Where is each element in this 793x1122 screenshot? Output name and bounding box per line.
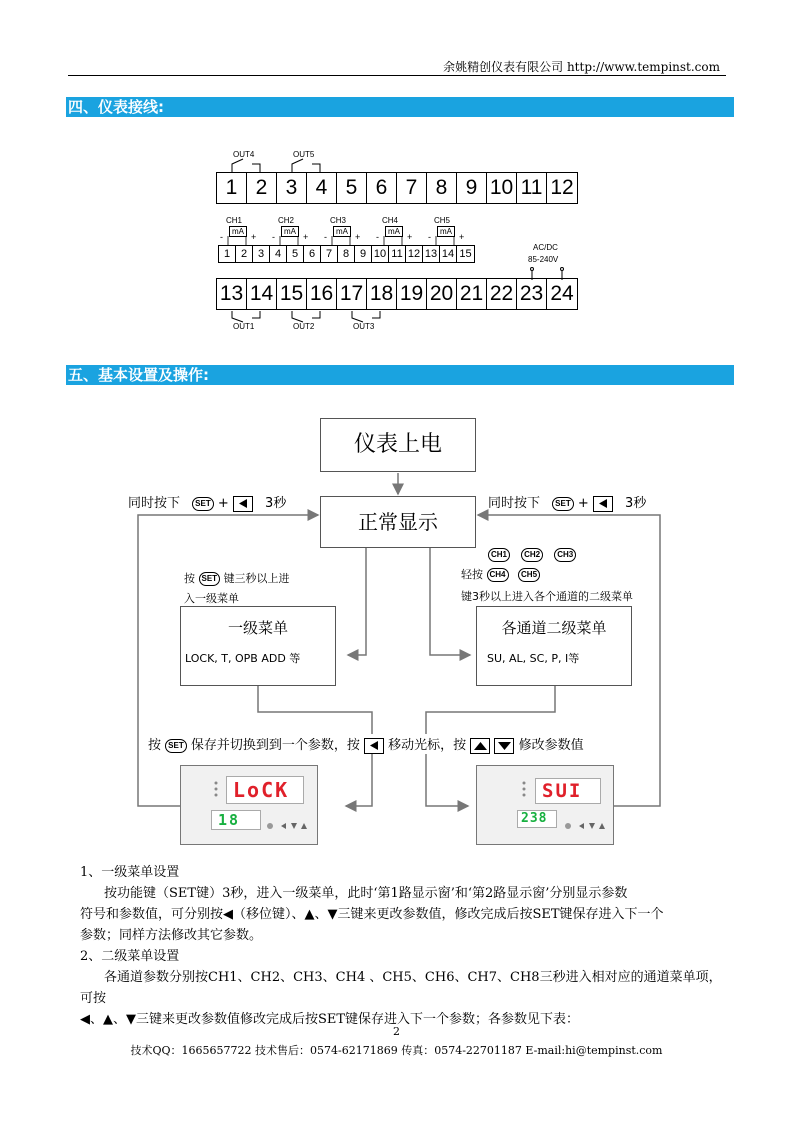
ma-box: mA xyxy=(385,226,403,237)
svg-text:+: + xyxy=(407,232,413,242)
terminal: 13 xyxy=(423,246,440,262)
device-bottom-display xyxy=(517,810,557,828)
display-bottom-value: 18 xyxy=(218,811,241,829)
display-bottom-value: 238 xyxy=(521,811,548,826)
operation-instruction xyxy=(146,734,586,754)
hint-text: 轻按 xyxy=(461,568,483,581)
three-seconds-text: 3秒 xyxy=(625,496,647,511)
press-together-text: 同时按下 xyxy=(488,496,541,511)
terminal: 10 xyxy=(372,246,389,262)
left-press-instruction xyxy=(128,492,286,512)
plus-sign: + xyxy=(577,496,589,511)
hint-text: 键三秒以上进 xyxy=(223,572,290,585)
section-title-wiring: 四、仪表接线: xyxy=(66,97,734,117)
ma-box: mA xyxy=(281,226,299,237)
terminal: 17 xyxy=(337,279,367,309)
op-text: 移动光标，按 xyxy=(388,738,467,753)
svg-text:+: + xyxy=(251,232,257,242)
terminal: 12 xyxy=(550,176,574,199)
power-label-acdc: AC/DC xyxy=(533,243,558,252)
terminal: 10 xyxy=(487,173,517,203)
terminal: 23 xyxy=(517,279,547,309)
set-key-icon: SET xyxy=(552,497,574,511)
terminal: 18 xyxy=(367,279,397,309)
terminal: 5 xyxy=(337,173,367,203)
device-top-display xyxy=(226,776,304,804)
ch5-label: CH5 xyxy=(434,216,451,225)
op-text: 按 xyxy=(148,738,162,753)
set-key-icon: SET xyxy=(165,739,187,753)
s1-paragraph-line2: 符号和参数值，可分别按◀（移位键）、▲、▼三键来更改参数值，修改完成后按SET键保存进入下一个 xyxy=(80,907,664,922)
menu2-hint: 键3秒以上进入各个通道的二级菜单 xyxy=(461,590,633,603)
menu1-hint-line1 xyxy=(184,570,290,586)
ch2-label: CH2 xyxy=(278,216,295,225)
device-bottom-display xyxy=(211,810,261,830)
set-key-icon: SET xyxy=(192,497,214,511)
terminal: 15 xyxy=(459,248,472,260)
terminal: 1 xyxy=(219,246,236,262)
menu2-box xyxy=(476,606,632,686)
device-keypad xyxy=(563,816,607,835)
terminal: 8 xyxy=(338,246,355,262)
terminal: 16 xyxy=(307,279,337,309)
out5-label: OUT5 xyxy=(293,150,315,159)
terminal: 15 xyxy=(277,279,307,309)
footer-contact: 技术QQ：1665657722 技术售后：0574-62171869 传真：0574-22701187 E-mail:hi@tempinst.com xyxy=(130,1044,663,1057)
right-press-instruction xyxy=(488,492,646,512)
menu1-hint-line2: 入一级菜单 xyxy=(184,592,239,605)
channel-keys-row1 xyxy=(488,544,576,563)
ch4-key-icon: CH4 xyxy=(487,568,509,582)
terminal: 14 xyxy=(440,246,457,262)
device-top-display xyxy=(535,778,601,804)
out4-label: OUT4 xyxy=(233,150,255,159)
op-text: 修改参数值 xyxy=(518,738,584,753)
terminal: 22 xyxy=(487,279,517,309)
ch2-key-icon: CH2 xyxy=(521,548,543,562)
page-number: 2 xyxy=(393,1025,400,1038)
set-key-icon: SET xyxy=(199,572,221,586)
s1-paragraph-line1: 按功能键（SET键）3秒，进入一级菜单，此时‘第1路显示窗’和‘第2路显示窗’分别显示参数 xyxy=(104,886,628,901)
terminal: 4 xyxy=(270,246,287,262)
terminal: 2 xyxy=(247,173,277,203)
menu2-title: 各通道二级菜单 xyxy=(501,619,607,637)
terminal: 12 xyxy=(406,246,423,262)
ch1-label: CH1 xyxy=(226,216,243,225)
out1-label: OUT1 xyxy=(233,322,255,331)
device-keypad xyxy=(265,816,309,835)
svg-text:-: - xyxy=(272,232,275,242)
up-arrow-key-icon xyxy=(470,738,490,754)
ch4-label: CH4 xyxy=(382,216,399,225)
left-arrow-key-icon xyxy=(593,496,613,512)
terminal: 2 xyxy=(236,246,253,262)
terminal: 11 xyxy=(389,246,406,262)
terminal: 5 xyxy=(287,246,304,262)
page-header: 余姚精创仪表有限公司 http://www.tempinst.com xyxy=(443,60,720,74)
out3-label: OUT3 xyxy=(353,322,375,331)
terminal: 20 xyxy=(427,279,457,309)
svg-text:+: + xyxy=(459,232,465,242)
down-arrow-key-icon xyxy=(494,738,514,754)
ma-box: mA xyxy=(333,226,351,237)
menu2-items: SU, AL, SC, P, I等 xyxy=(487,652,580,665)
terminal: 19 xyxy=(397,279,427,309)
hint-text: 按 xyxy=(184,572,195,585)
terminal: 4 xyxy=(307,173,337,203)
terminal: 21 xyxy=(457,279,487,309)
svg-text:-: - xyxy=(428,232,431,242)
svg-text:+: + xyxy=(303,232,309,242)
s2-paragraph-line2: ◀、▲、▼三键来更改参数值修改完成后按SET键保存进入下一个参数；各参数见下表： xyxy=(80,1012,580,1027)
status-led-icons xyxy=(211,780,221,798)
s2-paragraph-line1: 各通道参数分别按CH1、CH2、CH3、CH4 、CH5、CH6、CH7、CH8三秒进入相对应的通道菜单项，可按 xyxy=(80,970,722,1006)
svg-text:+: + xyxy=(355,232,361,242)
menu1-box xyxy=(180,606,336,686)
normal-display-box: 正常显示 xyxy=(320,496,476,548)
svg-text:-: - xyxy=(376,232,379,242)
ma-box: mA xyxy=(229,226,247,237)
ch3-label: CH3 xyxy=(330,216,347,225)
power-on-box: 仪表上电 xyxy=(320,418,476,472)
display-top-value: LoCK xyxy=(233,778,290,802)
terminal: 24 xyxy=(550,282,574,305)
terminal: 7 xyxy=(321,246,338,262)
s1-title: 1、一级菜单设置 xyxy=(80,865,180,880)
terminal: 6 xyxy=(304,246,321,262)
display-top-value: SUI xyxy=(542,780,583,802)
menu1-items: LOCK, T, OPB ADD 等 xyxy=(185,652,301,665)
terminal: 14 xyxy=(247,279,277,309)
left-arrow-key-icon xyxy=(233,496,253,512)
device-panel-left xyxy=(180,765,318,845)
status-led-icons xyxy=(519,780,529,798)
three-seconds-text: 3秒 xyxy=(265,496,287,511)
out2-label: OUT2 xyxy=(293,322,315,331)
ch1-key-icon: CH1 xyxy=(488,548,510,562)
channel-keys-row2 xyxy=(461,566,540,582)
terminal: 11 xyxy=(517,173,547,203)
press-together-text: 同时按下 xyxy=(128,496,181,511)
terminal: 8 xyxy=(427,173,457,203)
svg-text:-: - xyxy=(324,232,327,242)
terminal: 3 xyxy=(253,246,270,262)
device-panel-right xyxy=(476,765,614,845)
section-title-setup: 五、基本设置及操作: xyxy=(66,365,734,385)
terminal: 9 xyxy=(355,246,372,262)
terminal: 6 xyxy=(367,173,397,203)
terminal: 1 xyxy=(217,173,247,203)
ch3-key-icon: CH3 xyxy=(554,548,576,562)
terminal: 13 xyxy=(217,279,247,309)
power-label-voltage: 85-240V xyxy=(528,255,559,264)
body-text-block xyxy=(80,862,730,1030)
terminal: 9 xyxy=(457,173,487,203)
s2-title: 2、二级菜单设置 xyxy=(80,949,180,964)
op-text: 保存并切换到到一个参数，按 xyxy=(190,738,360,753)
svg-text:-: - xyxy=(220,232,223,242)
ma-box: mA xyxy=(437,226,455,237)
left-arrow-key-icon xyxy=(364,738,384,754)
menu1-title: 一级菜单 xyxy=(227,619,288,637)
ch5-key-icon: CH5 xyxy=(518,568,540,582)
plus-sign: + xyxy=(217,496,229,511)
terminal: 7 xyxy=(397,173,427,203)
s1-paragraph-line3: 参数；同样方法修改其它参数。 xyxy=(80,928,263,943)
terminal: 3 xyxy=(277,173,307,203)
